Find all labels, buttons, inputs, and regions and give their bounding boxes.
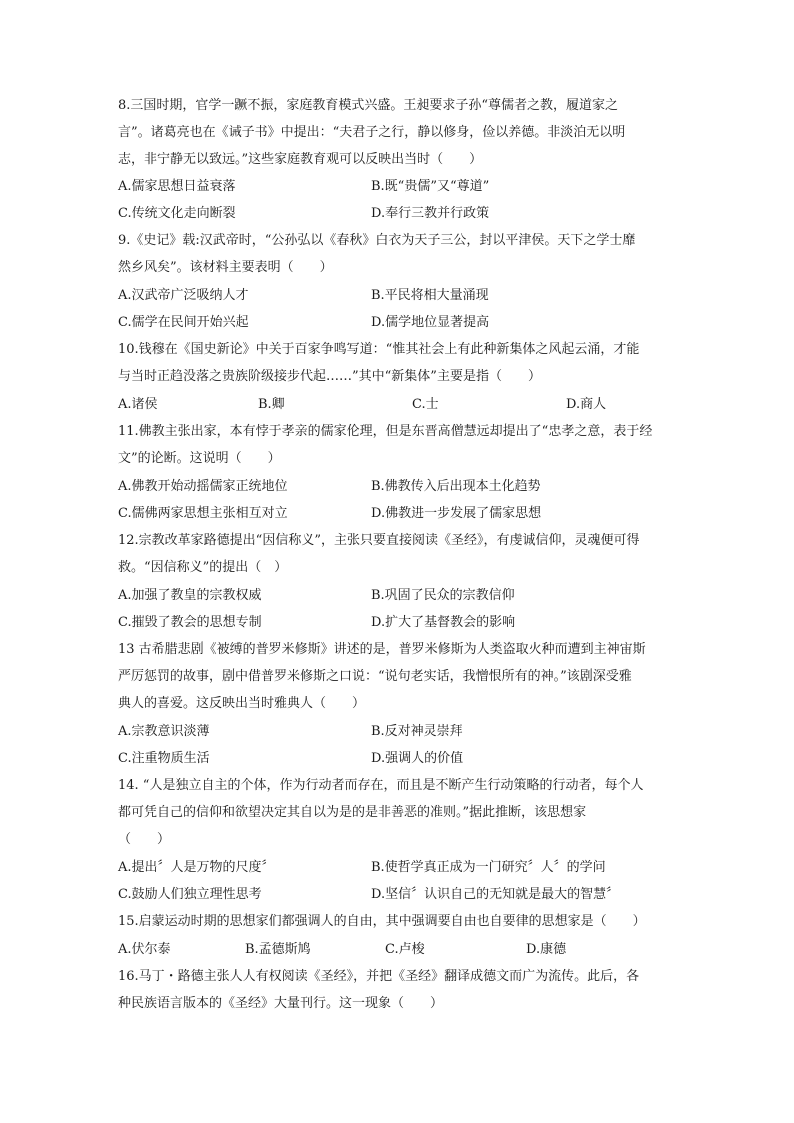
question-10-line-1: 10.钱穆在《国史新论》中关于百家争鸣写道：“惟其社会上有此种新集体之风起云涌，才能 <box>118 342 640 357</box>
question-11-option-a: A.佛教开始动摇儒家正统地位 <box>118 479 288 494</box>
question-10-option-a: A.诸侯 <box>118 397 158 412</box>
question-16-line-2: 种民族语言版本的《圣经》大量刊行。这一现象（ ） <box>118 996 444 1011</box>
question-8-line-2: 言”。诸葛亮也在《诫子书》中提出：“夫君子之行，静以修身，俭以养德。非淡泊无以明 <box>118 125 626 140</box>
question-14-line-1: 14. “人是独立自主的个体，作为行动者而存在，而且是不断产生行动策略的行动者，每个人 <box>118 778 644 793</box>
question-8-option-a: A.儒家思想日益衰落 <box>118 179 236 194</box>
question-8-line-1: 8.三国时期，官学一蹶不振，家庭教育模式兴盛。王昶要求子孙“尊儒者之教，履道家之 <box>118 98 619 113</box>
question-9-line-1: 9.《史记》载:汉武帝时，“公孙弘以《春秋》白衣为天子三公，封以平津侯。天下之学士靡 <box>118 233 636 248</box>
question-13-option-d: D.强调人的价值 <box>371 751 464 766</box>
question-10-line-2: 与当时正趋没落之贵族阶级接步代起……”其中“新集体”主要是指（ ） <box>118 369 541 384</box>
question-11-option-c: C.儒佛两家思想主张相互对立 <box>118 506 288 521</box>
question-13-line-3: 典人的喜爱。这反映出当时雅典人（ ） <box>118 696 366 711</box>
question-11-option-b: B.佛教传入后出现本土化趋势 <box>371 479 541 494</box>
question-12-option-b: B.巩固了民众的宗教信仰 <box>371 588 515 603</box>
question-8-line-3: 志，非宁静无以致远。”这些家庭教育观可以反映出当时（ ） <box>118 152 483 167</box>
question-9-option-d: D.儒学地位显著提高 <box>371 315 490 330</box>
question-13-line-2: 严厉惩罚的故事，剧中借普罗米修斯之口说：“说句老实话，我憎恨所有的神。”该剧深受雅 <box>118 669 632 684</box>
question-10-option-b: B.卿 <box>258 397 285 412</box>
question-13-option-a: A.宗教意识淡薄 <box>118 724 210 739</box>
question-12-option-a: A.加强了教皇的宗教权威 <box>118 588 262 603</box>
question-14-option-c: C.鼓励人们独立理性思考 <box>118 887 262 902</box>
question-14-option-b: B.使哲学真正成为一门研究〞人〞的学问 <box>371 860 606 875</box>
question-11-line-2: 文”的论断。这说明（ ） <box>118 451 281 466</box>
question-10-option-d: D.商人 <box>566 397 607 412</box>
question-15-option-c: C.卢梭 <box>385 942 425 957</box>
question-8-option-d: D.奉行三教并行政策 <box>371 206 490 221</box>
question-13-option-b: B.反对神灵崇拜 <box>371 724 463 739</box>
question-14-line-2: 都可凭自己的信仰和欲望决定其自以为是的是非善恶的准则。”据此推断，该思想家 <box>118 805 587 820</box>
question-12-line-1: 12.宗教改革家路德提出“因信称义”，主张只要直接阅读《圣经》，有虔诚信仰，灵魂便可得 <box>118 533 640 548</box>
question-9-option-c: C.儒学在民间开始兴起 <box>118 315 249 330</box>
question-11-line-1: 11.佛教主张出家，本有悖于孝亲的儒家伦理，但是东晋高僧慧远却提出了“忠孝之意，表于经 <box>118 424 653 439</box>
question-15-option-d: D.康德 <box>526 942 567 957</box>
question-12-option-c: C.摧毁了教会的思想专制 <box>118 615 262 630</box>
question-13-line-1: 13 古希腊悲剧《被缚的普罗米修斯》讲述的是，普罗米修斯为人类盗取火种而遭到主神宙斯 <box>118 642 646 657</box>
question-15-line-1: 15.启蒙运动时期的思想家们都强调人的自由，其中强调要自由也自要律的思想家是（ ） <box>118 914 646 929</box>
question-10-option-c: C.士 <box>412 397 439 412</box>
question-13-option-c: C.注重物质生活 <box>118 751 210 766</box>
question-12-line-2: 救。“因信称义”的提出（ ） <box>118 560 288 575</box>
question-16-line-1: 16.马丁・路德主张人人有权阅读《圣经》，并把《圣经》翻译成德文而广为流传。此后，各 <box>118 969 640 984</box>
question-8-option-b: B.既“贵儒”又“尊道” <box>371 179 490 194</box>
question-15-option-a: A.伏尔泰 <box>118 942 171 957</box>
question-8-option-c: C.传统文化走向断裂 <box>118 206 236 221</box>
question-14-option-d: D.坚信〞认识自己的无知就是最大的智慧〞 <box>371 887 620 902</box>
question-14-option-a: A.提出〞人是万物的尺度〞 <box>118 860 275 875</box>
question-9-option-a: A.汉武帝广泛吸纳人才 <box>118 288 249 303</box>
question-15-option-b: B.孟德斯鸠 <box>245 942 311 957</box>
question-11-option-d: D.佛教进一步发展了儒家思想 <box>371 506 542 521</box>
question-14-line-3: （ ） <box>118 832 171 847</box>
question-9-option-b: B.平民将相大量涌现 <box>371 288 489 303</box>
question-12-option-d: D.扩大了基督教会的影响 <box>371 615 516 630</box>
question-9-line-2: 然乡风矣”。该材料主要表明（ ） <box>118 260 333 275</box>
